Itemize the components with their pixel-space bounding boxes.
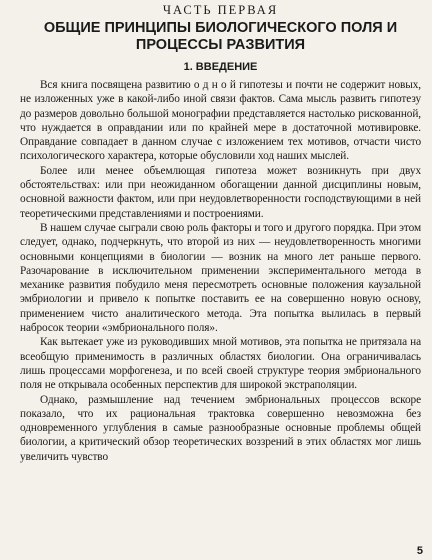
section-heading: 1. ВВЕДЕНИЕ bbox=[183, 61, 258, 73]
chapter-title-line-2: ПРОЦЕССЫ РАЗВИТИЯ bbox=[135, 37, 306, 53]
part-label: ЧАСТЬ ПЕРВАЯ bbox=[162, 3, 279, 17]
body-text bbox=[20, 78, 421, 464]
paragraph: Более или менее объемлющая гипотеза может возникнуть при двух обстоятельствах: или при неожиданном обогащении данной дисциплины новым, основной важности фактом, или при неудовлетворенности господствующими в ней теоретическими представлениями и построениями. bbox=[20, 164, 421, 220]
page-number: 5 bbox=[416, 545, 423, 557]
chapter-title-line-1: ОБЩИЕ ПРИНЦИПЫ БИОЛОГИЧЕСКОГО ПОЛЯ И bbox=[43, 20, 398, 36]
paragraph: Вся книга посвящена развитию о д н о й гипотезы и почти не содержит новых, не изложенных уже в какой-либо иной связи фактов. Сама мысль развить гипотезу до размеров довольно большой монографии представляется настолько рискованной, что нуждается в оправдании или по крайней мере в достаточной мотивировке. Оправдание совпадает в данном случае с изложением тех мотивов, отчасти чисто психологического характера, которые обусловили ход наших мыслей. bbox=[20, 79, 421, 163]
paragraph: Однако, размышление над течением эмбриональных процессов вскоре показало, что их рациональная трактовка совершенно невозможна без одновременного углубления в самые разнообразные основные проблемы общей биологии, а критический обзор теоретических воззрений в этих областях мог лишь увеличить чувство bbox=[20, 393, 421, 463]
paragraph: В нашем случае сыграли свою роль факторы и того и другого порядка. При этом следует, однако, подчеркнуть, что второй из них — неудовлетворенность многими основными концепциями в биологии — возник на много лет раньше первого. Разочарование в исключительном применении экспериментального метода в механике развития побудило меня пересмотреть основные положения каузальной эмбриологии и привело к попытке поставить ее на совершенно новую основу, применением чисто аналитического метода. Эта попытка вылилась в первый набросок теории «эмбрионального поля». bbox=[20, 221, 421, 335]
chapter-title bbox=[20, 20, 421, 54]
paragraph: Как вытекает уже из руководивших мной мотивов, эта попытка не притязала на всеобщую применимость в различных областях биологии. Она ограничивалась лишь процессами морфогенеза, и по всей своей структуре теория эмбрионального поля не открывала особенных перспектив для широкой экстраполяции. bbox=[20, 336, 421, 392]
